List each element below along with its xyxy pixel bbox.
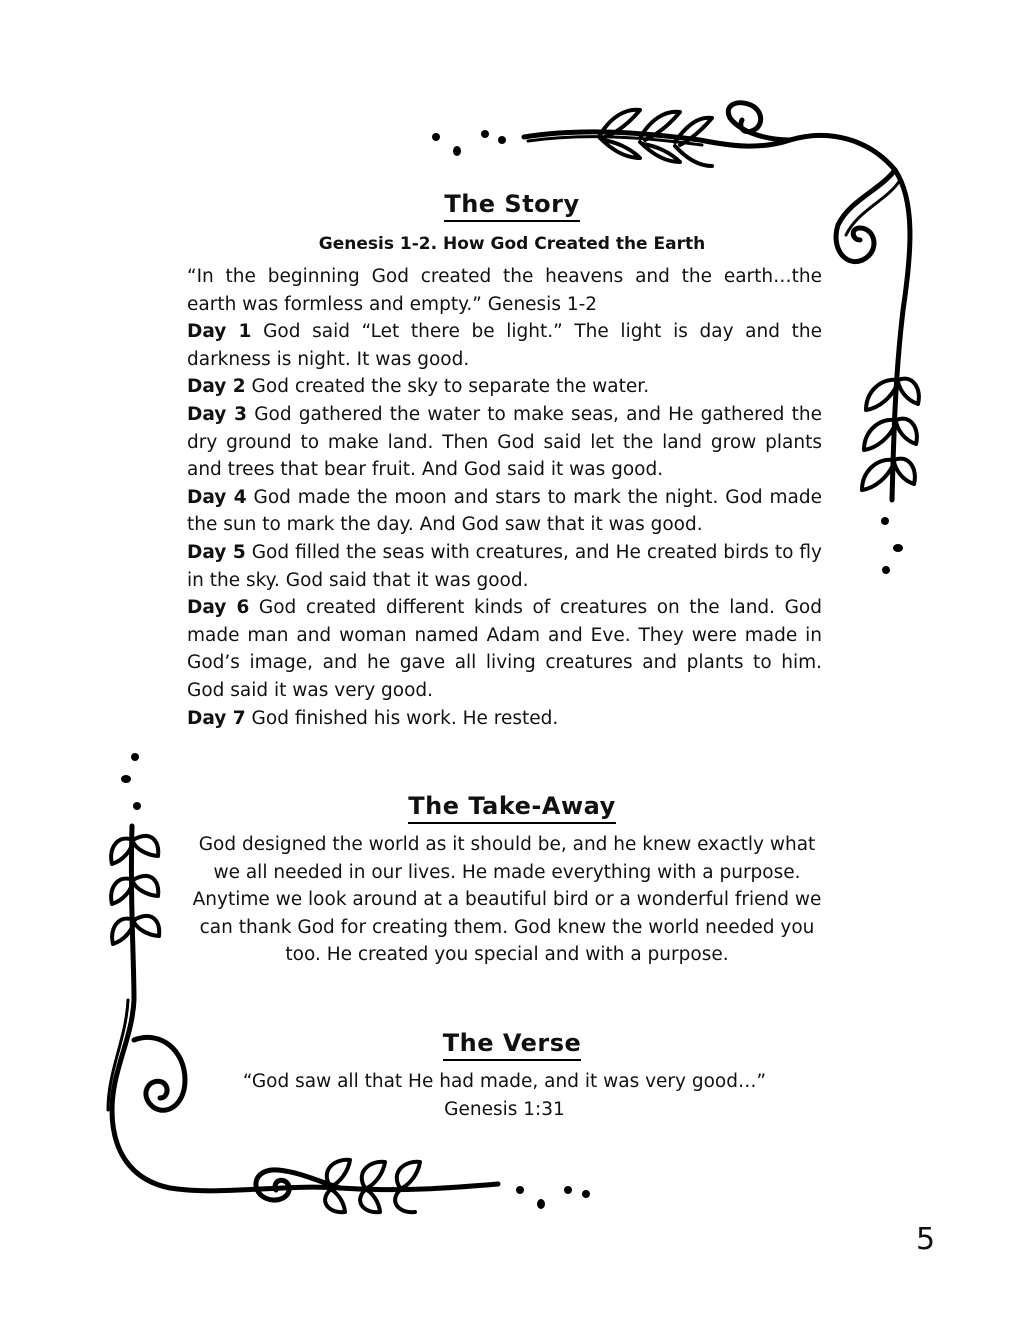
story-body bbox=[187, 263, 822, 732]
story-heading bbox=[0, 190, 1024, 218]
verse-quote: “God saw all that He had made, and it was very good…” bbox=[242, 1071, 767, 1092]
day-label: Day 3 bbox=[187, 403, 247, 425]
day-text: God created the sky to separate the water. bbox=[245, 376, 650, 398]
verse-heading bbox=[0, 1029, 1024, 1057]
takeaway-body bbox=[192, 831, 822, 969]
day-label: Day 2 bbox=[187, 376, 246, 398]
day-paragraph bbox=[187, 539, 822, 594]
takeaway-text: God designed the world as it should be, and he knew exactly what we all needed in our lives. He made everything with a purpose. Anytime we look around at a beautiful bird or a wonderful friend we can thank God for creating them. God knew the world needed you too. He created you special and with a purpose. bbox=[192, 834, 822, 966]
day-label: Day 5 bbox=[187, 541, 246, 563]
day-paragraph bbox=[187, 401, 822, 484]
day-text: God made the moon and stars to mark the night. God made the sun to mark the day. And God saw that it was good. bbox=[187, 486, 822, 536]
day-text: God filled the seas with creatures, and He created birds to fly in the sky. God said that it was good. bbox=[187, 541, 822, 591]
day-text: God gathered the water to make seas, and He gathered the dry ground to make land. Then God said let the land grow plants and trees that bear fruit. And God said it was good. bbox=[187, 403, 822, 481]
day-text: God created different kinds of creatures on the land. God made man and woman named Adam and Eve. They were made in God’s image, and he gave all living creatures and plants to him. God said it was very good. bbox=[187, 597, 822, 701]
day-label: Day 4 bbox=[187, 486, 247, 508]
day-text: God said “Let there be light.” The light is day and the darkness is night. It was good. bbox=[187, 321, 822, 370]
page-number: 5 bbox=[916, 1222, 936, 1257]
day-paragraph bbox=[187, 705, 822, 733]
day-paragraph bbox=[187, 318, 822, 373]
day-label: Day 6 bbox=[187, 597, 250, 619]
verse-body bbox=[187, 1068, 822, 1123]
day-paragraph bbox=[187, 373, 822, 401]
verse-reference: Genesis 1:31 bbox=[444, 1098, 565, 1120]
story-subtitle: Genesis 1-2. How God Created the Earth bbox=[318, 234, 706, 254]
day-paragraph bbox=[187, 484, 822, 539]
story-intro: “In the beginning God created the heavens and the earth…the earth was formless and empty.” Genesis 1-2 bbox=[187, 266, 822, 315]
day-text: God finished his work. He rested. bbox=[245, 707, 559, 729]
story-title: The Story bbox=[444, 190, 579, 222]
day-label: Day 1 bbox=[187, 321, 252, 343]
takeaway-title: The Take-Away bbox=[408, 792, 615, 824]
day-label: Day 7 bbox=[187, 707, 246, 729]
takeaway-heading bbox=[0, 792, 1024, 820]
verse-title: The Verse bbox=[443, 1029, 582, 1061]
day-paragraph bbox=[187, 594, 822, 704]
